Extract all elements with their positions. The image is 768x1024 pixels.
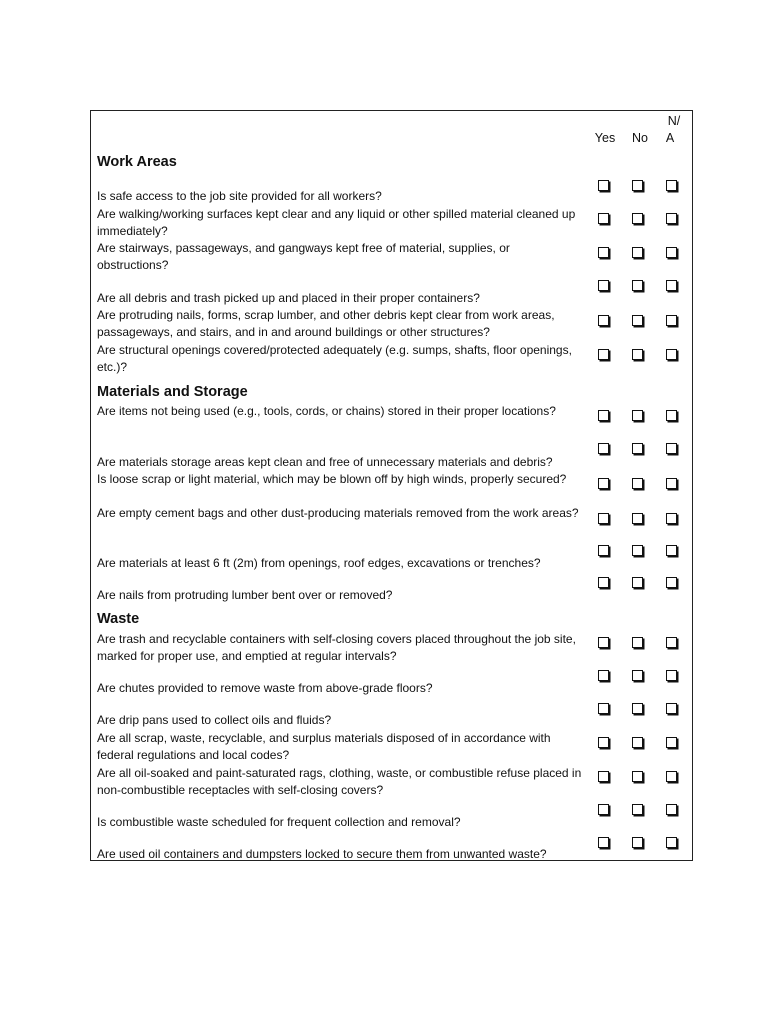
checkbox-no[interactable]	[632, 315, 643, 326]
question-text: Are used oil containers and dumpsters locked to secure them from unwanted waste?	[97, 847, 547, 861]
question-text: Are all debris and trash picked up and placed in their proper containers?	[97, 291, 480, 305]
question-text: Are all oil-soaked and paint-saturated rags, clothing, waste, or combustible refuse placed in non-combustible receptacles with self-closing covers?	[97, 766, 582, 797]
checkbox-no[interactable]	[632, 637, 643, 648]
checkbox-no[interactable]	[632, 180, 643, 191]
checkbox-yes[interactable]	[598, 771, 609, 782]
checkbox-yes[interactable]	[598, 349, 609, 360]
column-header-na-line2: A	[665, 131, 675, 145]
checkbox-yes[interactable]	[598, 670, 609, 681]
checkbox-yes[interactable]	[598, 213, 609, 224]
question-text: Are protruding nails, forms, scrap lumber, and other debris kept clear from work areas, passageways, and stairs, and in and around buildings or other structures?	[97, 308, 555, 339]
checkbox-na[interactable]	[666, 670, 677, 681]
checkbox-no[interactable]	[632, 837, 643, 848]
checkbox-no[interactable]	[632, 443, 643, 454]
checkbox-na[interactable]	[666, 180, 677, 191]
column-header-na-line1: N/	[667, 114, 681, 128]
checkbox-na[interactable]	[666, 637, 677, 648]
checkbox-na[interactable]	[666, 280, 677, 291]
question-text: Is safe access to the job site provided for all workers?	[97, 189, 382, 203]
checkbox-na[interactable]	[666, 771, 677, 782]
checkbox-yes[interactable]	[598, 577, 609, 588]
checkbox-no[interactable]	[632, 545, 643, 556]
checkbox-no[interactable]	[632, 804, 643, 815]
checkbox-yes[interactable]	[598, 478, 609, 489]
section-title-materials-and-storage: Materials and Storage	[97, 384, 248, 400]
checkbox-no[interactable]	[632, 771, 643, 782]
question-text: Are walking/working surfaces kept clear and any liquid or other spilled material cleaned up immediately?	[97, 207, 576, 238]
checkbox-yes[interactable]	[598, 545, 609, 556]
question-text: Are items not being used (e.g., tools, cords, or chains) stored in their proper locations?	[97, 404, 556, 418]
checkbox-yes[interactable]	[598, 637, 609, 648]
checkbox-na[interactable]	[666, 737, 677, 748]
question-text: Are materials storage areas kept clean and free of unnecessary materials and debris?	[97, 455, 553, 469]
checkbox-na[interactable]	[666, 315, 677, 326]
checkbox-no[interactable]	[632, 410, 643, 421]
column-header-no: No	[632, 131, 648, 145]
question-text: Are nails from protruding lumber bent over or removed?	[97, 588, 393, 602]
checkbox-no[interactable]	[632, 703, 643, 714]
checkbox-no[interactable]	[632, 478, 643, 489]
checkbox-na[interactable]	[666, 545, 677, 556]
question-text: Are trash and recyclable containers with self-closing covers placed throughout the job site, marked for proper use, and emptied at regular intervals?	[97, 632, 576, 663]
checkbox-na[interactable]	[666, 837, 677, 848]
question-text: Are empty cement bags and other dust-producing materials removed from the work areas?	[97, 506, 579, 520]
checkbox-no[interactable]	[632, 213, 643, 224]
checkbox-yes[interactable]	[598, 280, 609, 291]
checkbox-yes[interactable]	[598, 837, 609, 848]
checkbox-no[interactable]	[632, 247, 643, 258]
question-text: Is loose scrap or light material, which may be blown off by high winds, properly secured?	[97, 472, 567, 486]
checkbox-na[interactable]	[666, 213, 677, 224]
checkbox-na[interactable]	[666, 410, 677, 421]
checkbox-na[interactable]	[666, 349, 677, 360]
section-title-work-areas: Work Areas	[97, 154, 177, 170]
checkbox-yes[interactable]	[598, 703, 609, 714]
question-text: Are all scrap, waste, recyclable, and surplus materials disposed of in accordance with federal regulations and local codes?	[97, 731, 551, 762]
checkbox-na[interactable]	[666, 804, 677, 815]
checkbox-na[interactable]	[666, 703, 677, 714]
checkbox-yes[interactable]	[598, 315, 609, 326]
question-text: Are drip pans used to collect oils and fluids?	[97, 713, 332, 727]
question-text: Is combustible waste scheduled for frequent collection and removal?	[97, 815, 461, 829]
checkbox-no[interactable]	[632, 670, 643, 681]
checkbox-na[interactable]	[666, 443, 677, 454]
checkbox-yes[interactable]	[598, 443, 609, 454]
checkbox-no[interactable]	[632, 280, 643, 291]
checkbox-no[interactable]	[632, 737, 643, 748]
checkbox-yes[interactable]	[598, 804, 609, 815]
question-text: Are structural openings covered/protected adequately (e.g. sumps, shafts, floor openings, etc.)?	[97, 343, 572, 374]
checkbox-yes[interactable]	[598, 247, 609, 258]
checkbox-na[interactable]	[666, 577, 677, 588]
checkbox-na[interactable]	[666, 513, 677, 524]
checkbox-na[interactable]	[666, 247, 677, 258]
checkbox-no[interactable]	[632, 349, 643, 360]
checkbox-yes[interactable]	[598, 410, 609, 421]
question-text: Are materials at least 6 ft (2m) from openings, roof edges, excavations or trenches?	[97, 556, 541, 570]
checkbox-yes[interactable]	[598, 180, 609, 191]
checkbox-yes[interactable]	[598, 737, 609, 748]
section-title-waste: Waste	[97, 611, 140, 627]
question-text: Are stairways, passageways, and gangways kept free of material, supplies, or obstructions?	[97, 241, 510, 272]
column-header-yes: Yes	[594, 131, 616, 145]
question-text: Are chutes provided to remove waste from above-grade floors?	[97, 681, 433, 695]
checkbox-no[interactable]	[632, 577, 643, 588]
checkbox-yes[interactable]	[598, 513, 609, 524]
checkbox-na[interactable]	[666, 478, 677, 489]
checkbox-no[interactable]	[632, 513, 643, 524]
